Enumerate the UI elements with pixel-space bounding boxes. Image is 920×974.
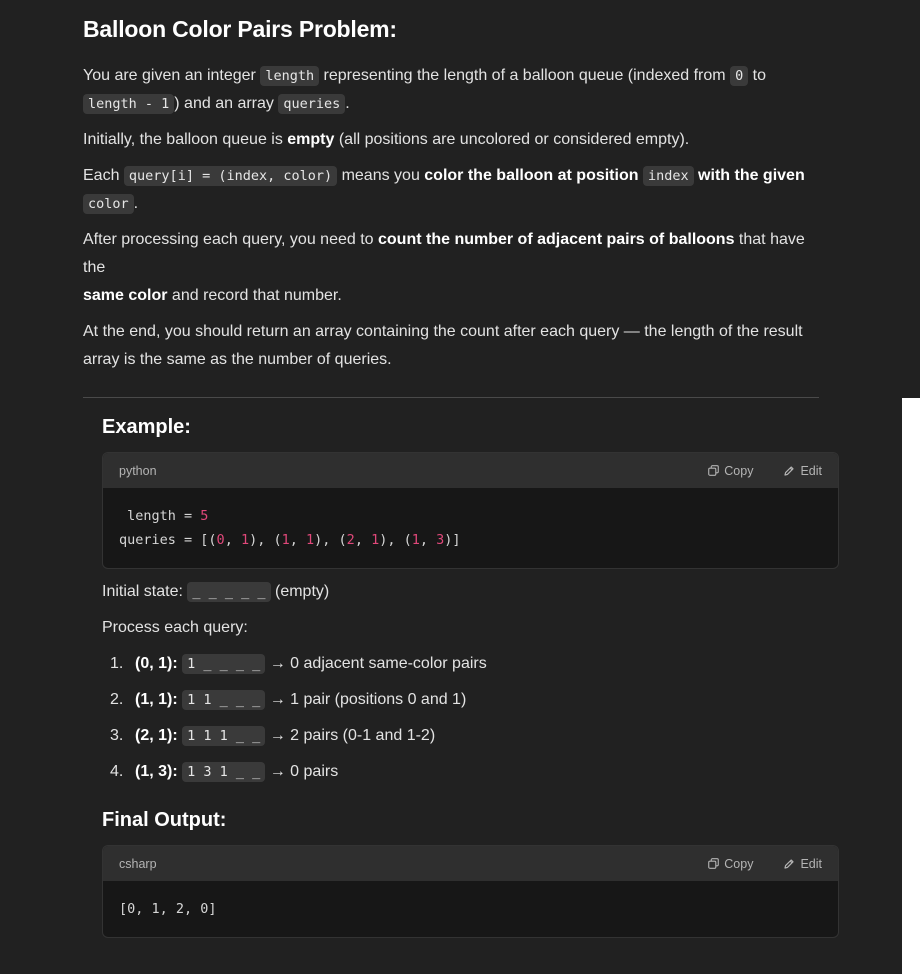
code-language-label: csharp bbox=[119, 856, 157, 871]
code-header bbox=[103, 846, 838, 881]
intro-paragraph-2: Initially, the balloon queue is empty (all positions are uncolored or considered empty). bbox=[83, 131, 690, 148]
intro-paragraph-4: After processing each query, you need to count the number of adjacent pairs of balloons that have the same color and record that number. bbox=[83, 231, 805, 304]
process-label: Process each query: bbox=[102, 619, 248, 636]
inline-code: index bbox=[643, 166, 694, 186]
inline-code: queries bbox=[278, 94, 345, 114]
page-title: Balloon Color Pairs Problem: bbox=[83, 16, 397, 42]
section-divider bbox=[83, 397, 819, 398]
inline-code: 1 1 _ _ _ bbox=[182, 690, 265, 710]
inline-code: 1 3 1 _ _ bbox=[182, 762, 265, 782]
code-language-label: python bbox=[119, 463, 157, 478]
inline-code: _ _ _ _ _ bbox=[187, 582, 270, 602]
code-content bbox=[103, 488, 838, 568]
inline-code: color bbox=[83, 194, 134, 214]
example-section bbox=[102, 416, 838, 439]
pencil-icon bbox=[783, 465, 795, 477]
copy-button[interactable]: Copy bbox=[708, 857, 753, 871]
list-item: 2. (1, 1): 1 1 _ _ _ → 1 pair (positions 0 and 1) bbox=[110, 691, 467, 708]
intro-paragraph-1: You are given an integer length representing the length of a balloon queue (indexed from 0 to length - 1 ) and an array queries . bbox=[83, 67, 766, 112]
final-output-heading: Final Output: bbox=[102, 809, 227, 831]
copy-icon bbox=[708, 858, 719, 869]
list-item: 4. (1, 3): 1 3 1 _ _ → 0 pairs bbox=[110, 763, 339, 780]
pencil-icon bbox=[783, 858, 795, 870]
page-edge bbox=[902, 398, 920, 974]
code-line: length = 5 bbox=[127, 508, 209, 524]
inline-code: query[i] = (index, color) bbox=[124, 166, 337, 186]
edit-button[interactable]: Edit bbox=[783, 857, 822, 871]
intro-paragraph-5: At the end, you should return an array containing the count after each query — the length of the result array is the same as the number of queries. bbox=[83, 323, 803, 368]
code-line: [0, 1, 2, 0] bbox=[119, 901, 217, 917]
list-item: 3. (2, 1): 1 1 1 _ _ → 2 pairs (0-1 and 1-2) bbox=[110, 727, 436, 744]
final-output-section bbox=[102, 809, 838, 832]
problem-description bbox=[83, 16, 823, 374]
code-line: queries = [(0, 1), (1, 1), (2, 1), (1, 3)] bbox=[119, 532, 461, 548]
intro-paragraph-3: Each query[i] = (index, color) means you color the balloon at position index with the given color . bbox=[83, 167, 805, 212]
inline-code: length bbox=[260, 66, 319, 86]
inline-code: 0 bbox=[730, 66, 748, 86]
example-code-block bbox=[102, 452, 839, 569]
inline-code: 1 _ _ _ _ bbox=[182, 654, 265, 674]
final-code-block bbox=[102, 845, 839, 938]
copy-button[interactable]: Copy bbox=[708, 464, 753, 478]
inline-code: length - 1 bbox=[83, 94, 174, 114]
list-item: 1. (0, 1): 1 _ _ _ _ → 0 adjacent same-color pairs bbox=[110, 655, 487, 672]
example-heading: Example: bbox=[102, 416, 191, 438]
edit-button[interactable]: Edit bbox=[783, 464, 822, 478]
code-header bbox=[103, 453, 838, 488]
copy-icon bbox=[708, 465, 719, 476]
code-content bbox=[103, 881, 838, 937]
initial-state-line: Initial state: _ _ _ _ _ (empty) bbox=[102, 583, 330, 600]
inline-code: 1 1 1 _ _ bbox=[182, 726, 265, 746]
